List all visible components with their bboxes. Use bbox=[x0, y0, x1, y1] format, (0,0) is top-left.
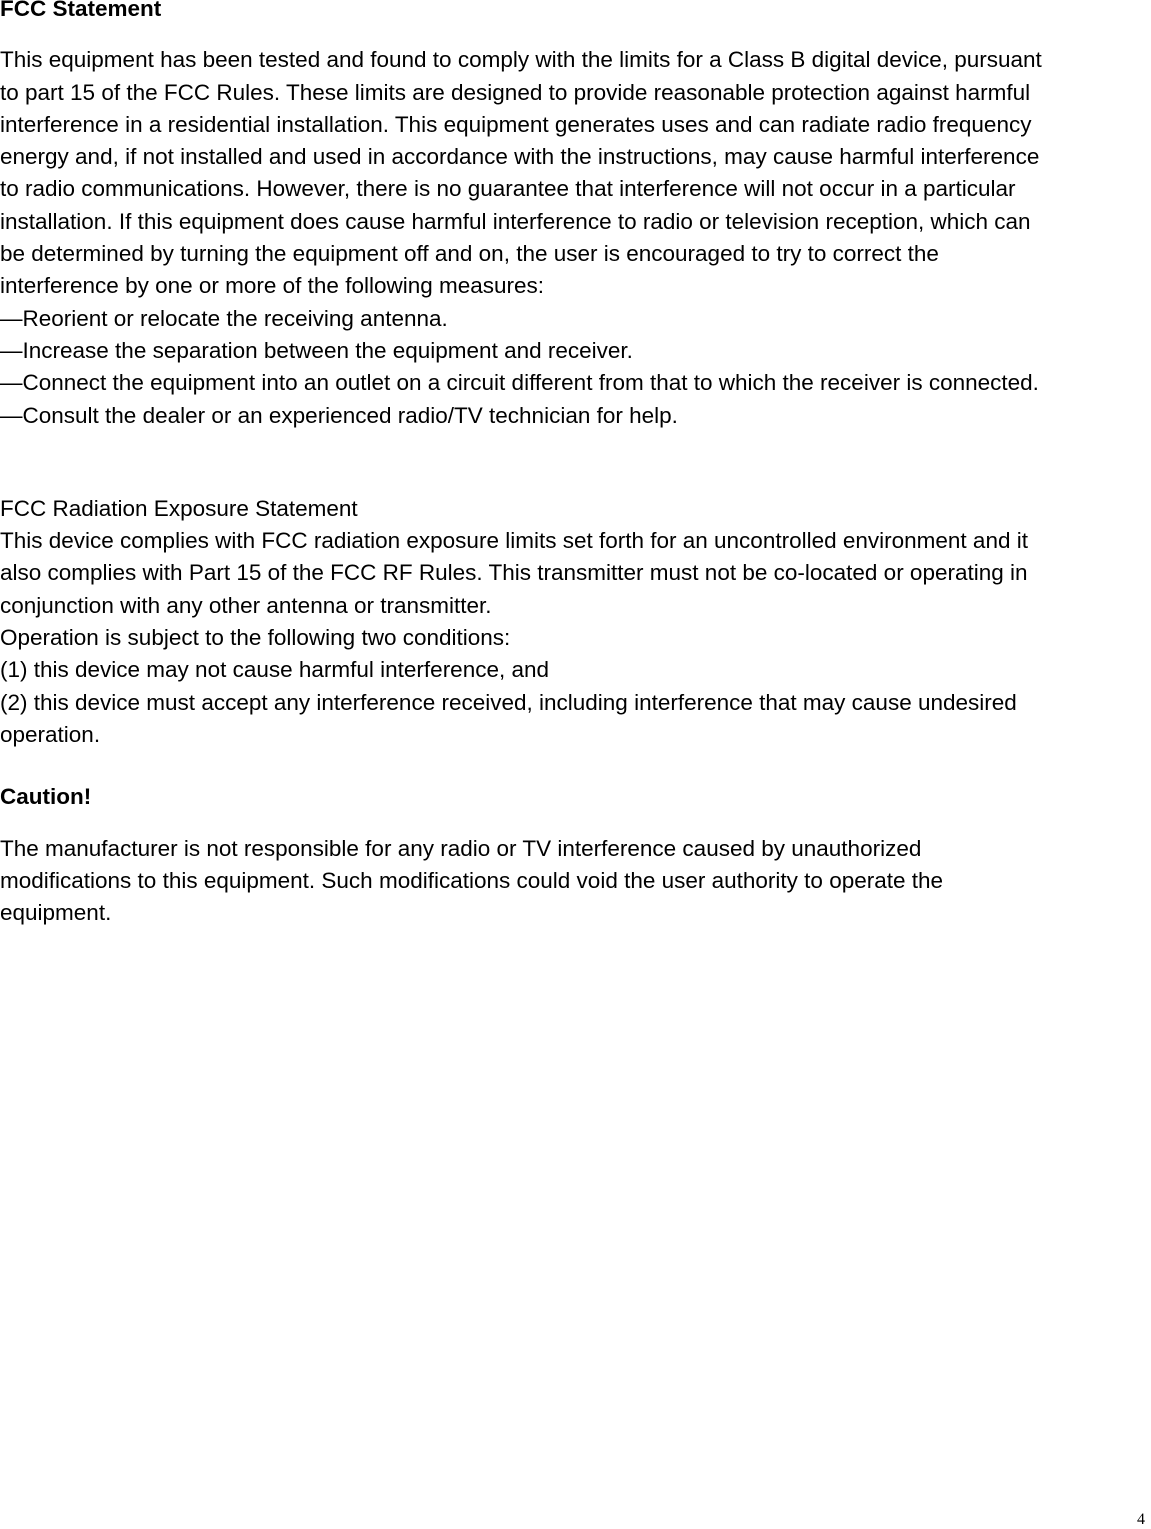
measure-item: —Connect the equipment into an outlet on a circuit different from that to which the receiver is connected. bbox=[0, 370, 1039, 396]
radiation-line: Operation is subject to the following two conditions: bbox=[0, 625, 511, 651]
radiation-exposure-heading: FCC Radiation Exposure Statement bbox=[0, 495, 358, 521]
caution-line: modifications to this equipment. Such modifications could void the user authority to operate the bbox=[0, 867, 944, 893]
radiation-line: (2) this device must accept any interference received, including interference that may cause undesired bbox=[0, 689, 1017, 715]
fcc-statement-heading: FCC Statement bbox=[0, 0, 162, 21]
caution-body bbox=[0, 833, 1151, 930]
radiation-line: operation. bbox=[0, 721, 101, 747]
body-line: interference by one or more of the following measures: bbox=[0, 273, 545, 299]
body-line: energy and, if not installed and used in accordance with the instructions, may cause harmful interference bbox=[0, 144, 1040, 170]
measure-item: —Reorient or relocate the receiving antenna. bbox=[0, 305, 448, 331]
page-number: 4 bbox=[1137, 1511, 1145, 1528]
caution-line: equipment. bbox=[0, 900, 112, 926]
caution-heading: Caution! bbox=[0, 784, 92, 810]
radiation-line: conjunction with any other antenna or transmitter. bbox=[0, 592, 492, 618]
body-line: to radio communications. However, there is no guarantee that interference will not occur in a particular bbox=[0, 176, 1016, 202]
body-line: to part 15 of the FCC Rules. These limits are designed to provide reasonable protection against harmful bbox=[0, 79, 1031, 105]
radiation-line: also complies with Part 15 of the FCC RF Rules. This transmitter must not be co-located or operating in bbox=[0, 560, 1028, 586]
body-line: This equipment has been tested and found to comply with the limits for a Class B digital device, pursuant bbox=[0, 47, 1042, 73]
radiation-exposure-section bbox=[0, 493, 1151, 751]
body-line: interference in a residential installation. This equipment generates uses and can radiate radio frequency bbox=[0, 111, 1032, 137]
fcc-statement-body bbox=[0, 44, 1151, 432]
radiation-line: This device complies with FCC radiation exposure limits set forth for an uncontrolled environment and it bbox=[0, 528, 1028, 554]
caution-line: The manufacturer is not responsible for any radio or TV interference caused by unauthorized bbox=[0, 835, 922, 861]
measure-item: —Consult the dealer or an experienced radio/TV technician for help. bbox=[0, 402, 678, 428]
measure-item: —Increase the separation between the equipment and receiver. bbox=[0, 337, 633, 363]
body-line: installation. If this equipment does cause harmful interference to radio or television reception, which can bbox=[0, 208, 1031, 234]
body-line: be determined by turning the equipment off and on, the user is encouraged to try to correct the bbox=[0, 241, 939, 267]
radiation-line: (1) this device may not cause harmful interference, and bbox=[0, 657, 550, 683]
